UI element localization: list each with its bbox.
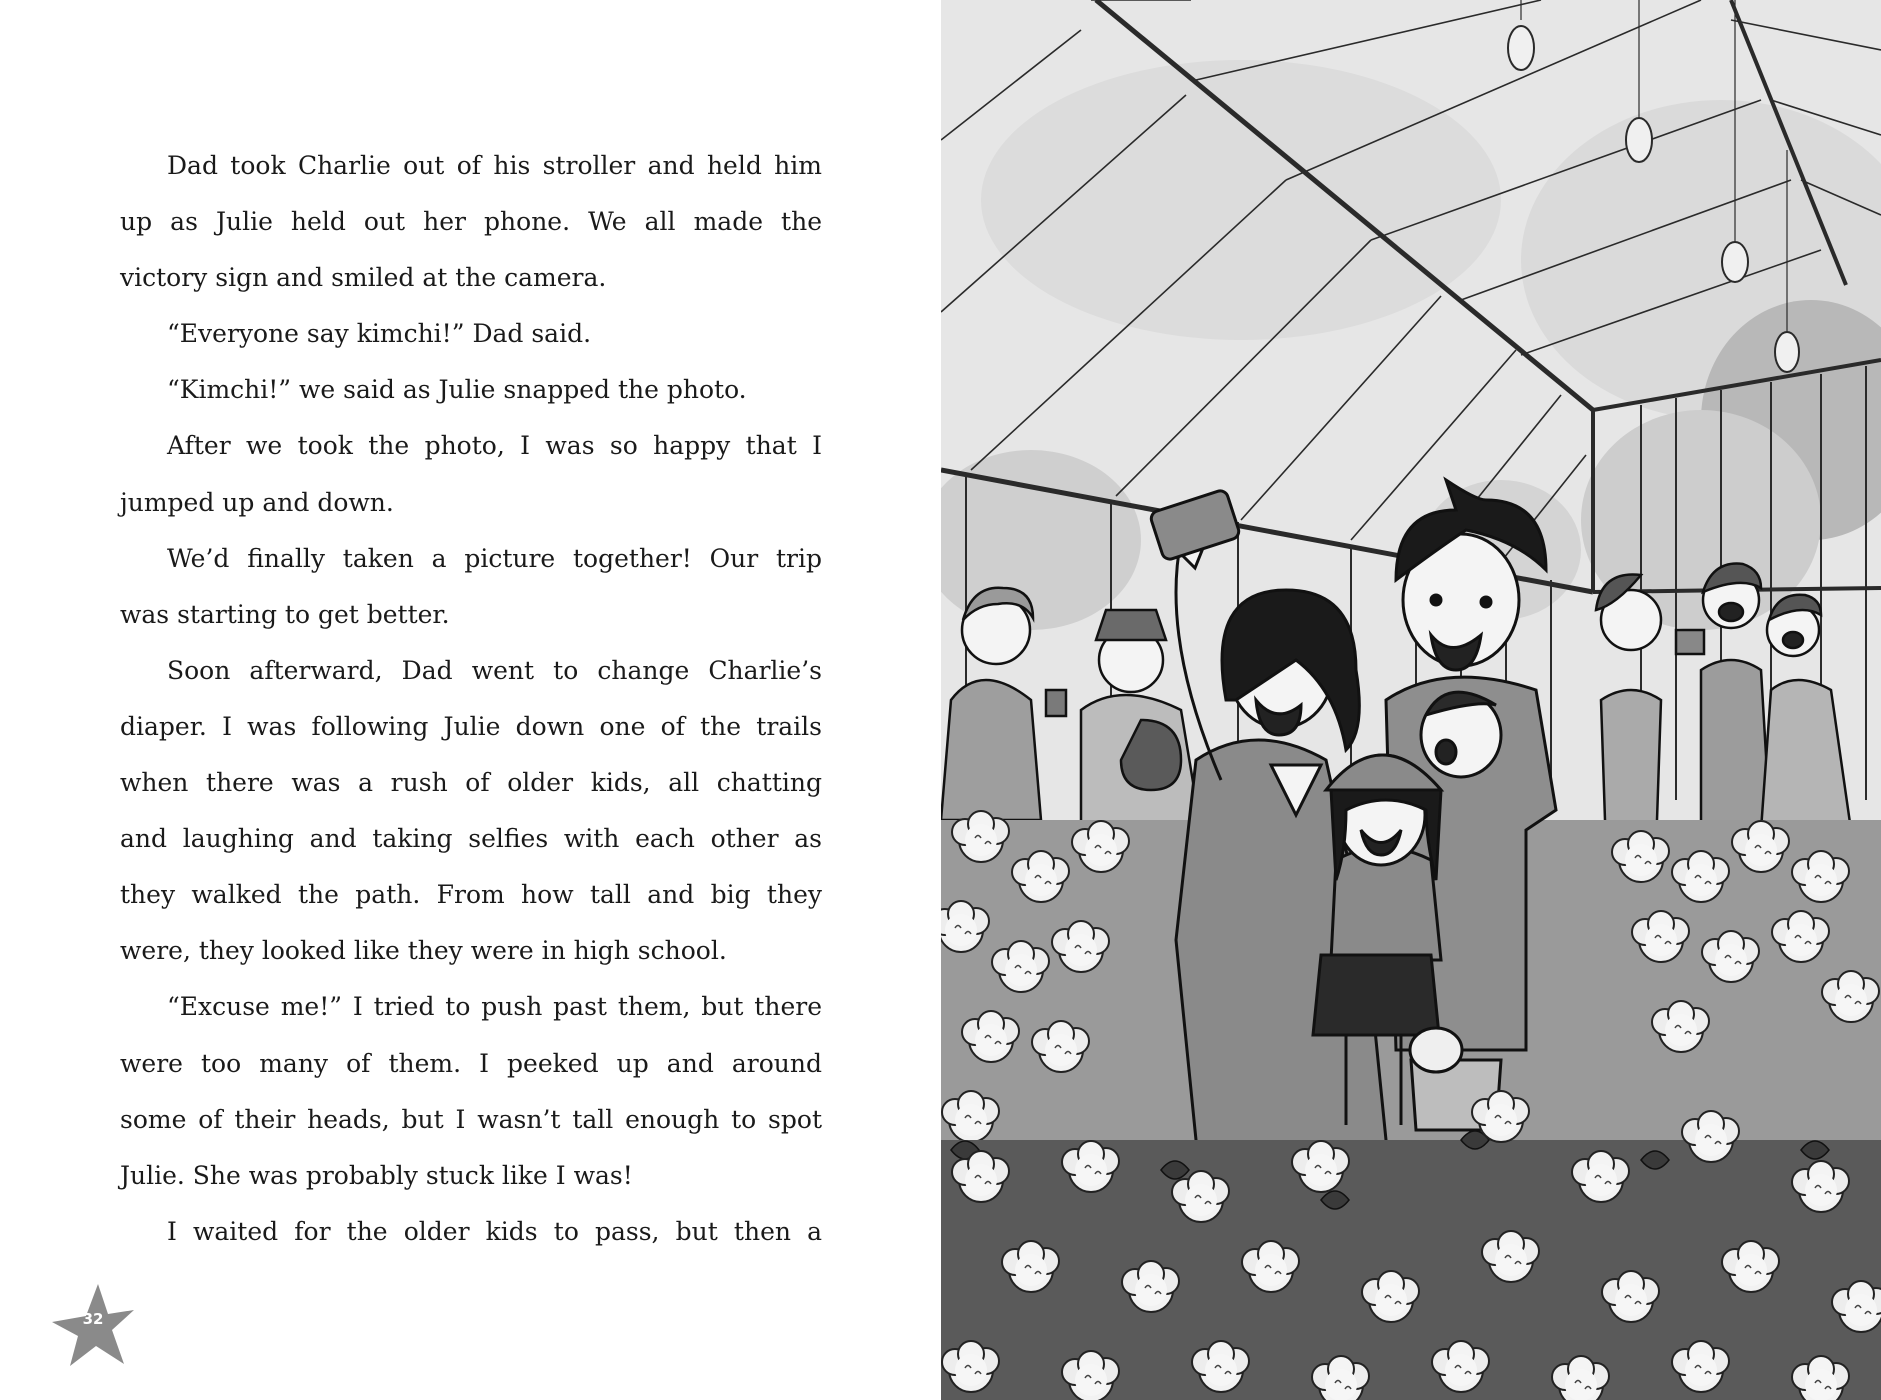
text-line: some of their heads, but I wasn’t tall enough to spot (120, 1104, 822, 1134)
text-line: they walked the path. From how tall and big they (120, 880, 822, 910)
illustration (941, 0, 1881, 1400)
text-line: After we took the photo, I was so happy that I (167, 431, 822, 461)
story-text (120, 138, 822, 1260)
text-line: I waited for the older kids to pass, but then a (167, 1216, 822, 1246)
text-line: was starting to get better. (120, 599, 450, 629)
text-line: We’d finally taken a picture together! Our trip (167, 543, 822, 573)
text-line: diaper. I was following Julie down one of the trails (120, 711, 822, 741)
text-line: jumped up and down. (120, 487, 394, 517)
text-line: Dad took Charlie out of his stroller and held him (167, 151, 822, 180)
text-line: up as Julie held out her phone. We all made the (120, 207, 822, 237)
text-line: were, they looked like they were in high school. (120, 936, 727, 966)
text-line: victory sign and smiled at the camera. (120, 263, 607, 293)
text-line: Soon afterward, Dad went to change Charlie’s (167, 655, 822, 685)
text-line: “Kimchi!” we said as Julie snapped the photo. (167, 375, 747, 405)
greenhouse-illustration (941, 0, 1881, 1400)
text-line: Julie. She was probably stuck like I was! (120, 1160, 633, 1190)
text-line: and laughing and taking selfies with each other as (120, 824, 822, 854)
text-line: “Everyone say kimchi!” Dad said. (167, 319, 592, 349)
text-line: when there was a rush of older kids, all chatting (120, 768, 822, 798)
text-line: were too many of them. I peeked up and around (120, 1048, 822, 1078)
page-number: 32 (82, 1310, 104, 1328)
text-line: “Excuse me!” I tried to push past them, but there (167, 992, 822, 1022)
